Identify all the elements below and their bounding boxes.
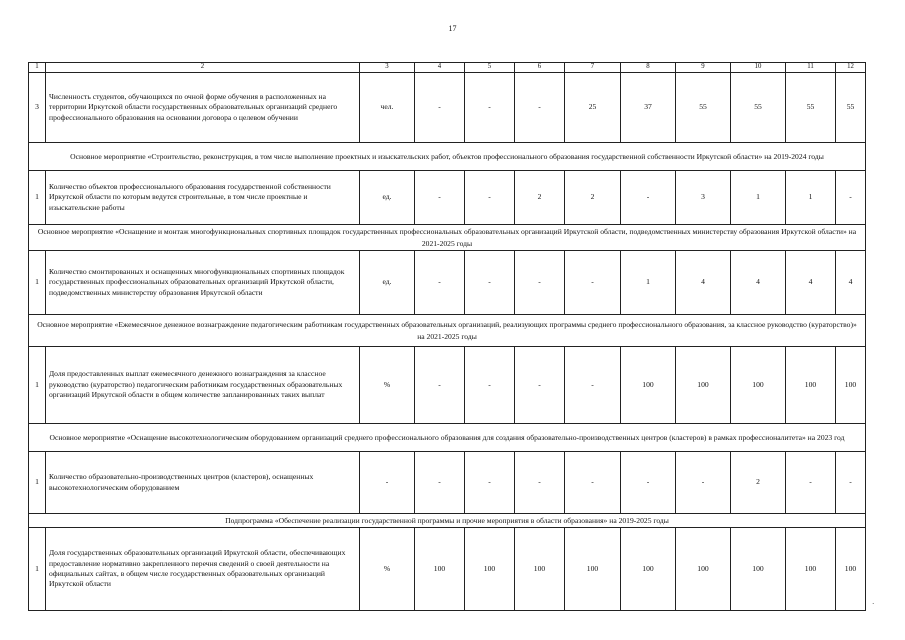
value-cell: 55 (836, 73, 866, 143)
unit-cell: % (360, 347, 415, 424)
value-cell: 55 (786, 73, 836, 143)
value-cell: - (465, 171, 515, 225)
value-cell: 1 (786, 171, 836, 225)
table-row (29, 452, 866, 514)
value-cell: 100 (565, 528, 621, 611)
value-cell: - (515, 251, 565, 315)
value-cell: 4 (676, 251, 731, 315)
value-cell: 100 (621, 528, 676, 611)
section-title: Основное мероприятие «Оснащение высокотехнологическим оборудованием организаций среднего профессионального образования для создания образовательно-производственных центров (кластеров) в рамках профессионалитета» на 2023 год (29, 424, 866, 452)
value-cell: - (515, 347, 565, 424)
header-cell: 3 (360, 63, 415, 73)
section-title: Основное мероприятие «Оснащение и монтаж многофункциональных спортивных площадок государственных профессиональных образовательных организаций Иркутской области, подведомственных министерству образования Иркутской области» на 2021-2025 годы (29, 225, 866, 251)
value-cell: 100 (836, 347, 866, 424)
table-row (29, 528, 866, 611)
value-cell: - (621, 171, 676, 225)
value-cell: 2 (565, 171, 621, 225)
value-cell: - (515, 452, 565, 514)
unit-cell: чел. (360, 73, 415, 143)
section-row (29, 315, 866, 347)
table-row (29, 73, 866, 143)
section-title: Основное мероприятие «Ежемесячное денежное вознаграждение педагогическим работникам государственных образовательных организаций, реализующих программы среднего профессионального образования, за классное руководство (кураторство)» на 2021-2025 годы (29, 315, 866, 347)
value-cell: - (565, 347, 621, 424)
value-cell: 100 (786, 528, 836, 611)
value-cell: - (676, 452, 731, 514)
header-cell: 1 (29, 63, 46, 73)
value-cell: - (515, 73, 565, 143)
header-row (29, 63, 866, 73)
value-cell: 100 (515, 528, 565, 611)
value-cell: 25 (565, 73, 621, 143)
unit-cell: % (360, 528, 415, 611)
value-cell: - (415, 171, 465, 225)
row-number: 1 (29, 171, 46, 225)
section-row (29, 225, 866, 251)
header-cell: 11 (786, 63, 836, 73)
value-cell: - (621, 452, 676, 514)
value-cell: - (786, 452, 836, 514)
edge-mark: · (872, 600, 875, 608)
indicator-description: Количество объектов профессионального образования государственной собственности Иркутской области по которым ведутся строительные, в том числе проектные и изыскательские работы (46, 171, 360, 225)
unit-cell: - (360, 452, 415, 514)
value-cell: 100 (676, 528, 731, 611)
value-cell: - (465, 73, 515, 143)
value-cell: - (415, 73, 465, 143)
header-cell: 5 (465, 63, 515, 73)
value-cell: 37 (621, 73, 676, 143)
value-cell: 55 (731, 73, 786, 143)
value-cell: 100 (731, 347, 786, 424)
value-cell: 55 (676, 73, 731, 143)
value-cell: - (415, 251, 465, 315)
value-cell: - (836, 452, 866, 514)
value-cell: - (415, 452, 465, 514)
value-cell: 3 (676, 171, 731, 225)
row-number: 1 (29, 452, 46, 514)
value-cell: 4 (731, 251, 786, 315)
row-number: 1 (29, 251, 46, 315)
unit-cell: ед. (360, 251, 415, 315)
value-cell: 1 (621, 251, 676, 315)
section-row (29, 143, 866, 171)
row-number: 1 (29, 347, 46, 424)
value-cell: - (565, 452, 621, 514)
table-row (29, 251, 866, 315)
section-row (29, 514, 866, 528)
value-cell: 100 (836, 528, 866, 611)
header-cell: 9 (676, 63, 731, 73)
value-cell: 100 (731, 528, 786, 611)
section-row (29, 424, 866, 452)
row-number: 3 (29, 73, 46, 143)
value-cell: - (465, 347, 515, 424)
header-cell: 12 (836, 63, 866, 73)
value-cell: - (836, 171, 866, 225)
header-cell: 4 (415, 63, 465, 73)
value-cell: 100 (786, 347, 836, 424)
header-cell: 8 (621, 63, 676, 73)
header-cell: 10 (731, 63, 786, 73)
value-cell: 100 (465, 528, 515, 611)
header-cell: 6 (515, 63, 565, 73)
indicator-description: Численность студентов, обучающихся по очной форме обучения в расположенных на территории Иркутской области государственных образовательных организаций среднего профессионального образования на основании договора о целевом обучении (46, 73, 360, 143)
value-cell: 4 (836, 251, 866, 315)
table-row (29, 347, 866, 424)
page-number: 17 (448, 24, 457, 33)
footer-mark: - (220, 606, 223, 614)
value-cell: - (415, 347, 465, 424)
value-cell: 2 (731, 452, 786, 514)
value-cell: 100 (415, 528, 465, 611)
indicators-table (28, 62, 866, 611)
indicator-description: Количество образовательно-производственных центров (кластеров), оснащенных высокотехнологическим оборудованием (46, 452, 360, 514)
value-cell: - (465, 452, 515, 514)
indicator-description: Доля предоставленных выплат ежемесячного денежного вознаграждения за классное руководство (кураторство) педагогическим работникам государственных образовательных организаций Иркутской области в общем количестве запланированных таких выплат (46, 347, 360, 424)
value-cell: 4 (786, 251, 836, 315)
header-cell: 7 (565, 63, 621, 73)
value-cell: - (465, 251, 515, 315)
table-row (29, 171, 866, 225)
section-title: Основное мероприятие «Строительство, реконструкция, в том числе выполнение проектных и изыскательских работ, объектов профессионального образования государственной собственности Иркутской области» на 2019-2024 годы (29, 143, 866, 171)
value-cell: 2 (515, 171, 565, 225)
value-cell: 100 (621, 347, 676, 424)
value-cell: 100 (676, 347, 731, 424)
header-cell: 2 (46, 63, 360, 73)
indicator-description: Количество смонтированных и оснащенных многофункциональных спортивных площадок государственных профессиональных образовательных организаций Иркутской области, подведомственных министерству образования Иркутской области (46, 251, 360, 315)
value-cell: 1 (731, 171, 786, 225)
value-cell: - (565, 251, 621, 315)
row-number: 1 (29, 528, 46, 611)
section-title: Подпрограмма «Обеспечение реализации государственной программы и прочие мероприятия в области образования» на 2019-2025 годы (29, 514, 866, 528)
unit-cell: ед. (360, 171, 415, 225)
indicator-description: Доля государственных образовательных организаций Иркутской области, обеспечивающих предоставление нормативно закрепленного перечня сведений о своей деятельности на официальных сайтах, в общем числе государственных образовательных организаций Иркутской области (46, 528, 360, 611)
